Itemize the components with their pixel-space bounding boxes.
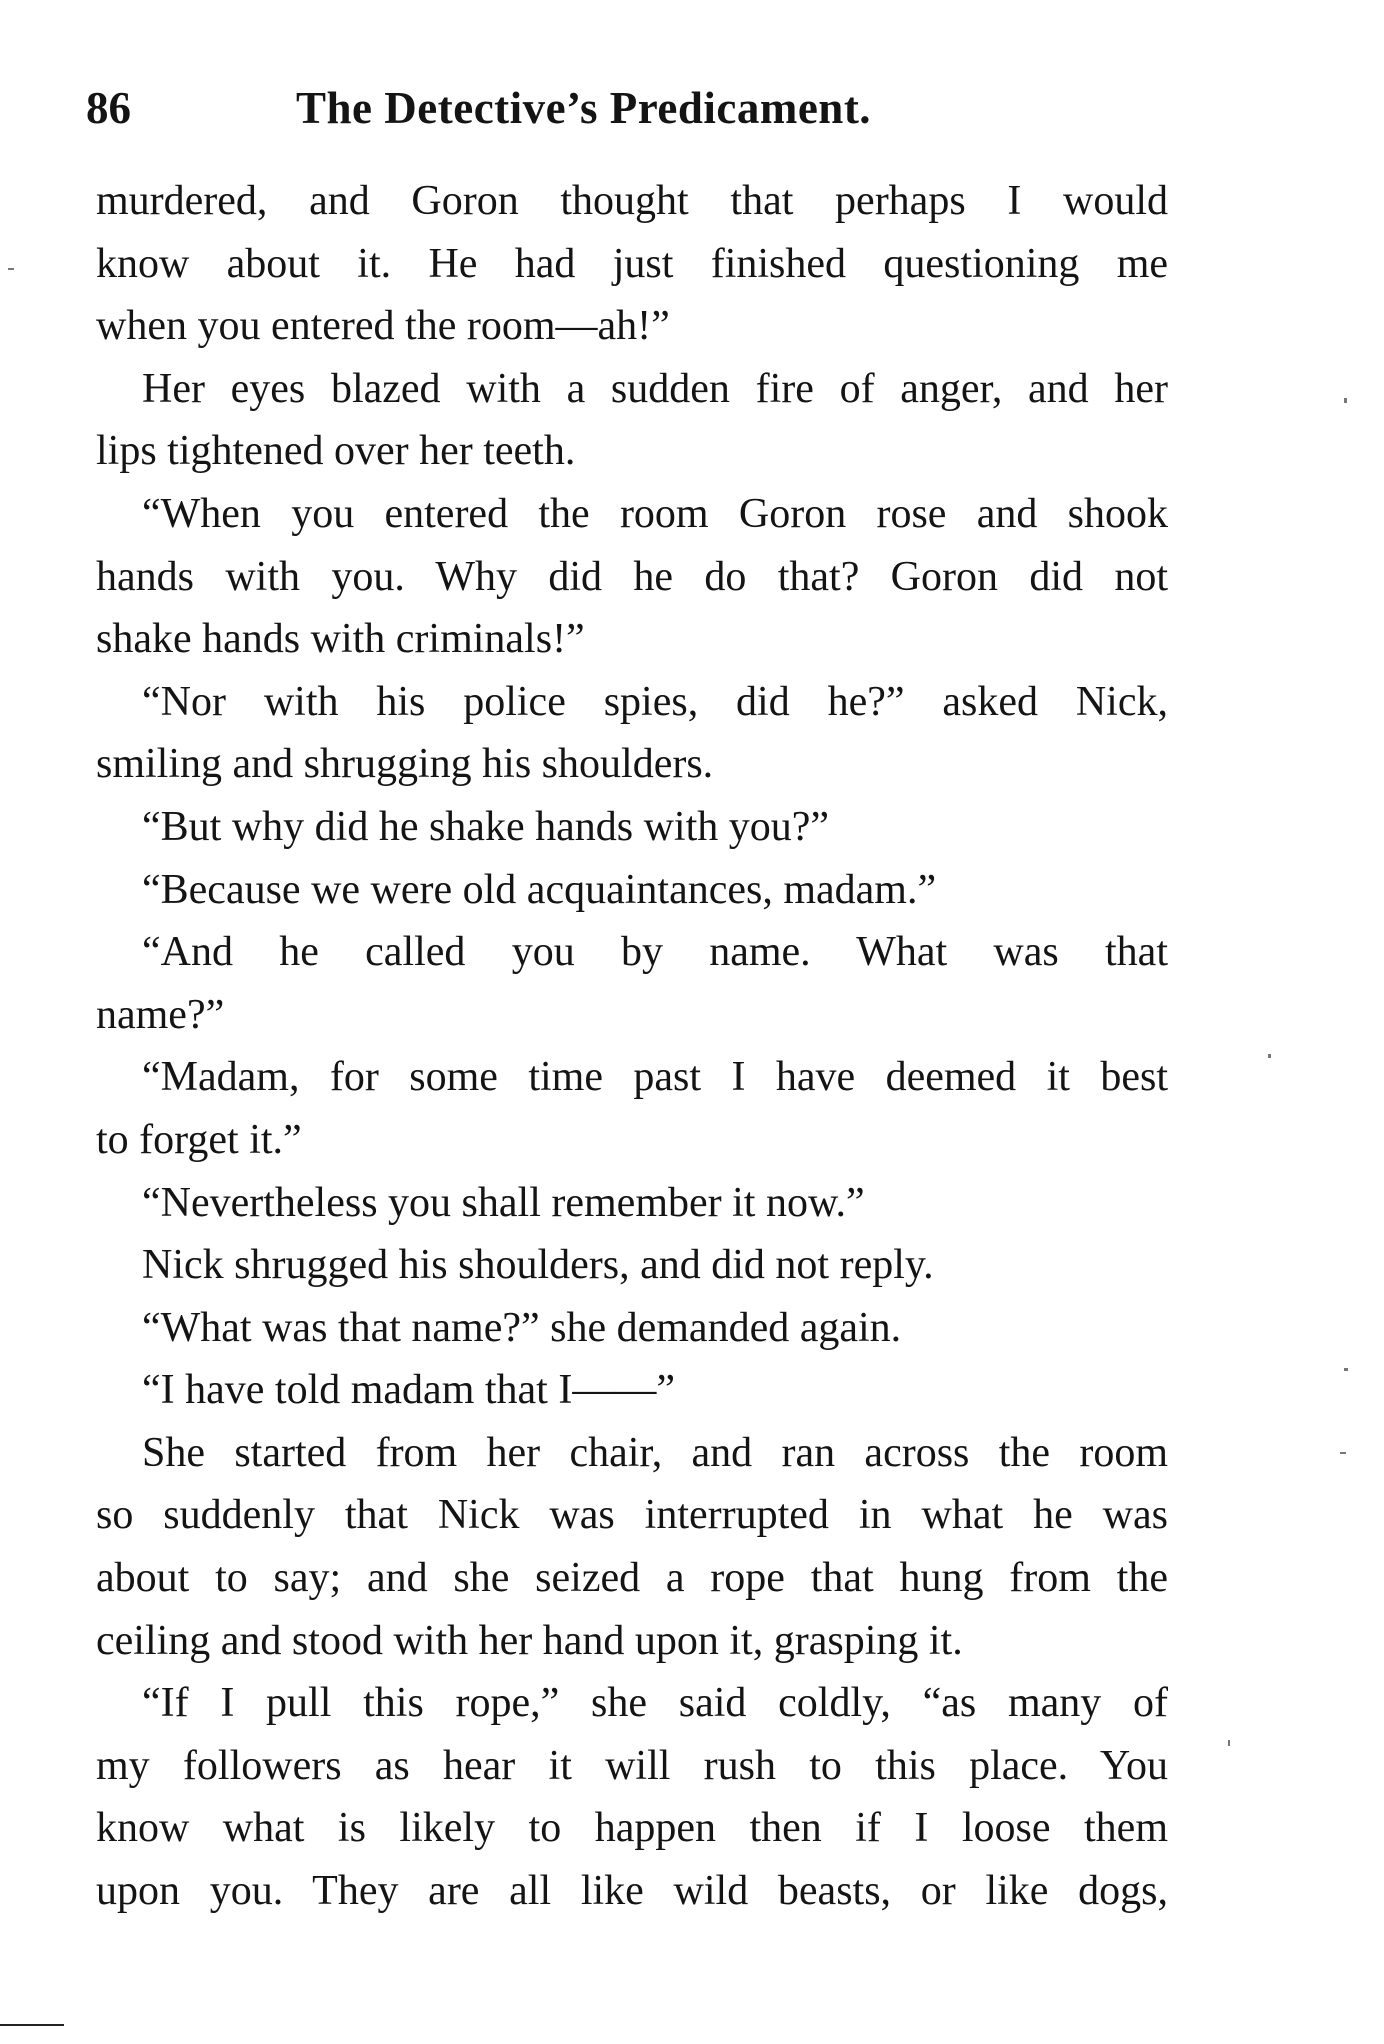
page-number: 86: [86, 83, 131, 133]
text-line: “Nor with his police spies, did he?” asked Nick,: [142, 678, 1168, 725]
text-line: “I have told madam that I——”: [142, 1367, 675, 1414]
text-line: “And he called you by name. What was that: [142, 929, 1168, 976]
body-text: [96, 170, 1168, 1923]
text-line: ceiling and stood with her hand upon it, grasping it.: [96, 1617, 963, 1664]
text-line: know what is likely to happen then if I loose them: [96, 1805, 1168, 1852]
scan-speck: [8, 268, 14, 270]
text-line: upon you. They are all like wild beasts, or like dogs,: [96, 1868, 1168, 1915]
text-line: Nick shrugged his shoulders, and did not reply.: [142, 1242, 934, 1289]
text-line: to forget it.”: [96, 1116, 302, 1163]
text-line: know about it. He had just finished questioning me: [96, 240, 1168, 287]
running-title: The Detective’s Predicament.: [296, 83, 872, 133]
scan-speck: [1344, 1368, 1348, 1371]
text-line: “When you entered the room Goron rose and shook: [142, 490, 1168, 537]
text-line: “If I pull this rope,” she said coldly, “as many of: [142, 1680, 1168, 1727]
text-line: about to say; and she seized a rope that hung from the: [96, 1555, 1168, 1602]
text-line: shake hands with criminals!”: [96, 616, 585, 663]
text-line: hands with you. Why did he do that? Goron did not: [96, 553, 1168, 600]
page-header: [86, 78, 1166, 138]
text-line: murdered, and Goron thought that perhaps I would: [96, 178, 1168, 224]
scan-speck: [1228, 1740, 1230, 1746]
text-line: when you entered the room—ah!”: [96, 303, 670, 350]
scan-speck: [1340, 1452, 1346, 1454]
text-line: lips tightened over her teeth.: [96, 428, 576, 475]
text-line: Her eyes blazed with a sudden fire of anger, and her: [142, 365, 1168, 412]
scan-speck: [1268, 1054, 1271, 1058]
scan-speck: [1344, 398, 1347, 403]
text-line: my followers as hear it will rush to this place. You: [96, 1742, 1168, 1789]
text-line: “Because we were old acquaintances, madam.”: [142, 866, 937, 913]
text-line: “What was that name?” she demanded again.: [142, 1304, 902, 1351]
text-line: smiling and shrugging his shoulders.: [96, 741, 714, 788]
text-line: “Madam, for some time past I have deemed it best: [142, 1054, 1168, 1101]
text-line: She started from her chair, and ran across the room: [142, 1429, 1168, 1476]
footer-rule: [0, 2024, 64, 2026]
text-line: “But why did he shake hands with you?”: [142, 803, 830, 850]
text-line: name?”: [96, 991, 225, 1038]
text-line: “Nevertheless you shall remember it now.”: [142, 1179, 865, 1226]
text-line: so suddenly that Nick was interrupted in what he was: [96, 1492, 1168, 1539]
